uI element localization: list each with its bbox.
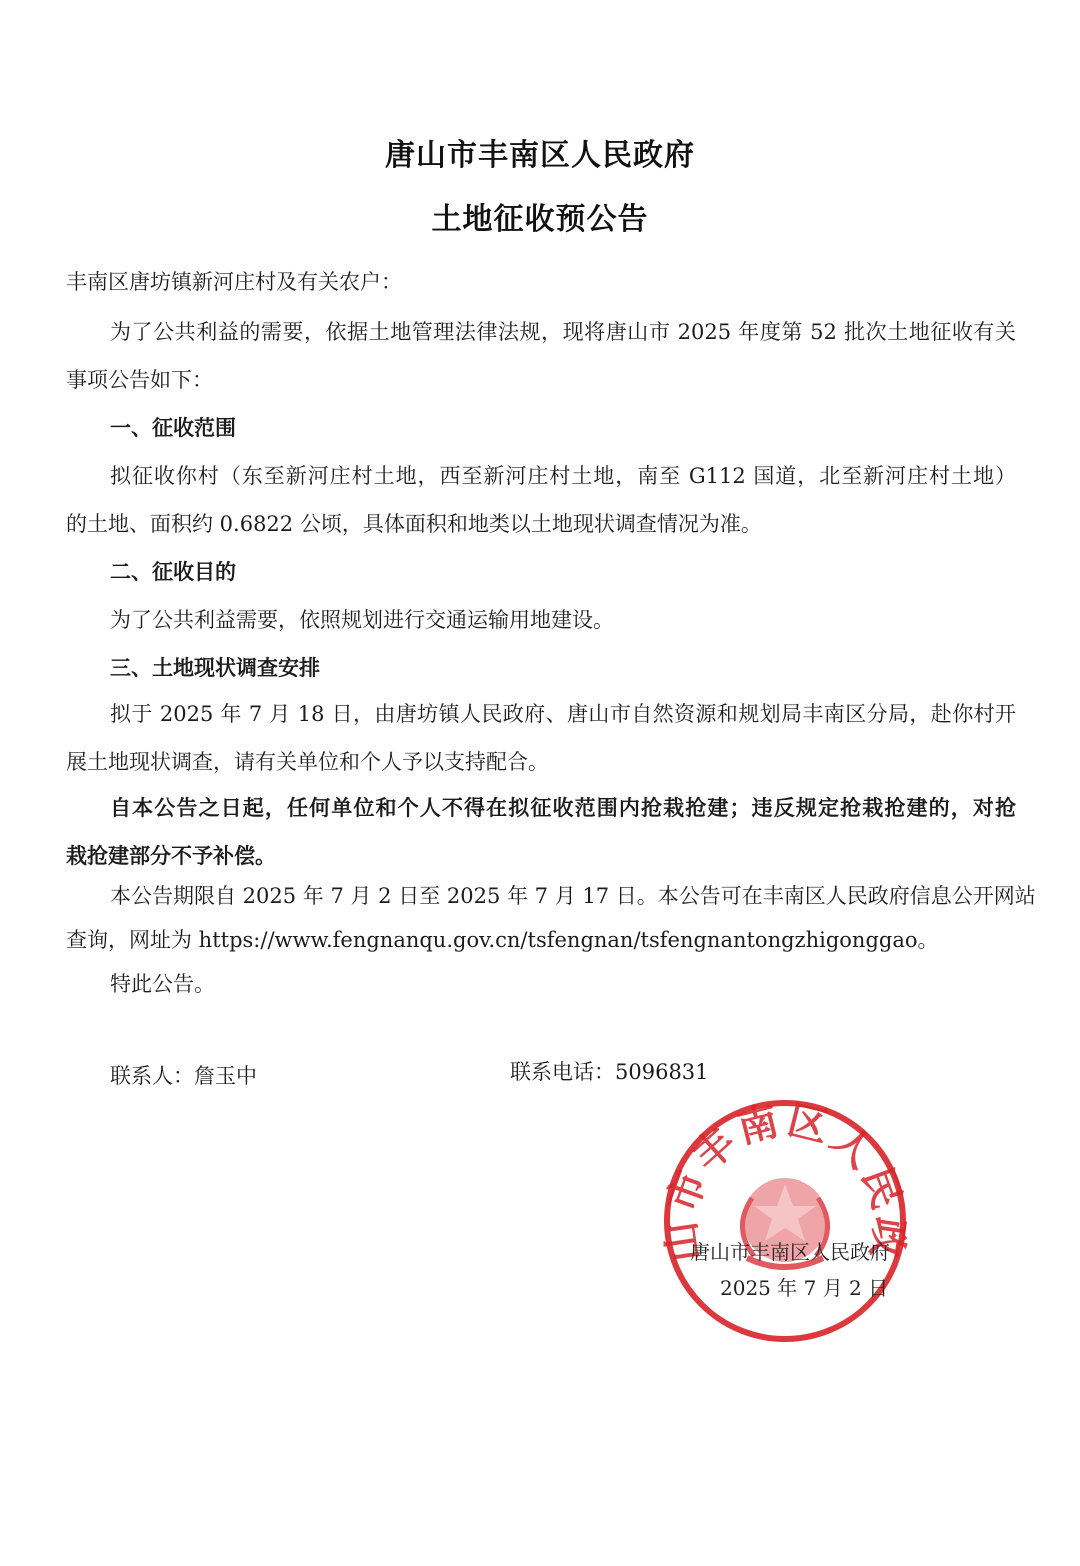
contact-person: [110, 1060, 257, 1090]
section-3-heading: 三、土地现状调查安排: [110, 655, 320, 680]
contact-person-name: 詹玉中: [194, 1064, 257, 1088]
contact-person-label: 联系人：: [110, 1064, 194, 1088]
section-2-line-1: 为了公共利益需要，依照规划进行交通运输用地建设。: [110, 608, 614, 632]
seal-text: 市丰南区人民: [662, 1098, 908, 1219]
section-1-line-2: 的土地、面积约 0.6822 公顷，具体面积和地类以土地现状调查情况为准。: [66, 512, 762, 536]
seal-graphic: [662, 1098, 908, 1344]
document-title-issuer: 唐山市丰南区人民政府: [385, 138, 695, 173]
notice-line-1: 自本公告之日起，任何单位和个人不得在拟征收范围内抢栽抢建；违反规定抢栽抢建的，对抢: [110, 795, 1016, 820]
section-3-line-1: 拟于 2025 年 7 月 18 日，由唐坊镇人民政府、唐山市自然资源和规划局丰南区分局，赴你村开: [110, 702, 1016, 726]
section-1-line-1: 拟征收你村（东至新河庄村土地，西至新河庄村土地，南至 G112 国道，北至新河庄村土地）: [110, 464, 1016, 488]
intro-paragraph-line-2: 事项公告如下：: [66, 368, 213, 392]
contact-phone: [510, 1056, 709, 1086]
addressee: 丰南区唐坊镇新河庄村及有关农户：: [66, 270, 402, 294]
closing-text: 特此公告。: [110, 972, 215, 996]
intro-paragraph-line-1: 为了公共利益的需要，依据土地管理法律法规，现将唐山市 2025 年度第 52 批次土地征收有关: [110, 320, 1016, 344]
period-line-2: 查询，网址为 https://www.fengnanqu.gov.cn/tsfengnan/tsfengnantongzhigonggao。: [66, 928, 939, 952]
section-3-line-2: 展土地现状调查，请有关单位和个人予以支持配合。: [66, 750, 549, 774]
period-line-1: 本公告期限自 2025 年 7 月 2 日至 2025 年 7 月 17 日。本公告可在丰南区人民政府信息公开网站: [110, 884, 1036, 908]
official-seal: [662, 1098, 908, 1344]
signature-issuer: 唐山市丰南区人民政府: [690, 1240, 890, 1264]
notice-line-2: 栽抢建部分不予补偿。: [66, 843, 276, 868]
section-2-heading: 二、征收目的: [110, 559, 236, 584]
signature-date: 2025 年 7 月 2 日: [720, 1276, 889, 1300]
contact-phone-number: 5096831: [615, 1060, 709, 1084]
document-title-subject: 土地征收预公告: [431, 202, 649, 237]
contact-phone-label: 联系电话：: [510, 1060, 615, 1084]
section-1-heading: 一、征收范围: [110, 415, 236, 440]
